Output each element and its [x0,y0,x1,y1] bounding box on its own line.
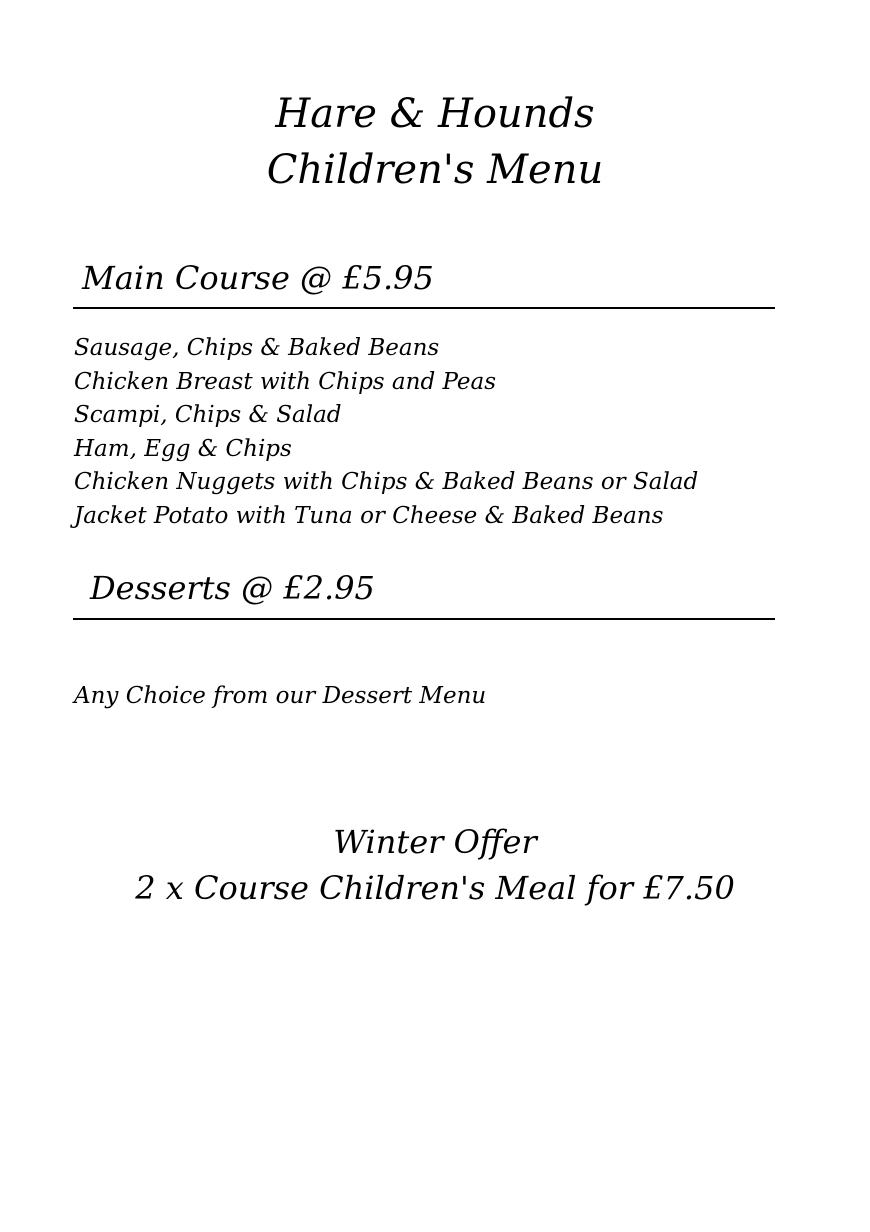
main-course-heading: Main Course @ £5.95 [82,259,434,297]
offer-title: Winter Offer [333,823,537,861]
main-course-item: Sausage, Chips & Baked Beans [74,335,440,361]
menu-subtitle: Children's Menu [266,147,604,193]
offer-detail: 2 x Course Children's Meal for £7.50 [135,869,735,907]
main-course-item: Chicken Nuggets with Chips & Baked Beans or Salad [74,469,699,495]
main-course-item: Chicken Breast with Chips and Peas [74,368,497,395]
desserts-divider [73,618,775,620]
menu-title: Hare & Hounds [275,91,595,137]
main-course-item: Jacket Potato with Tuna or Cheese & Baked Beans [74,502,664,529]
main-course-item: Ham, Egg & Chips [74,435,292,462]
desserts-text: Any Choice from our Dessert Menu [74,683,487,709]
main-course-divider [73,307,775,309]
main-course-list [74,332,698,533]
desserts-heading: Desserts @ £2.95 [90,569,375,607]
main-course-item: Scampi, Chips & Salad [74,402,342,428]
